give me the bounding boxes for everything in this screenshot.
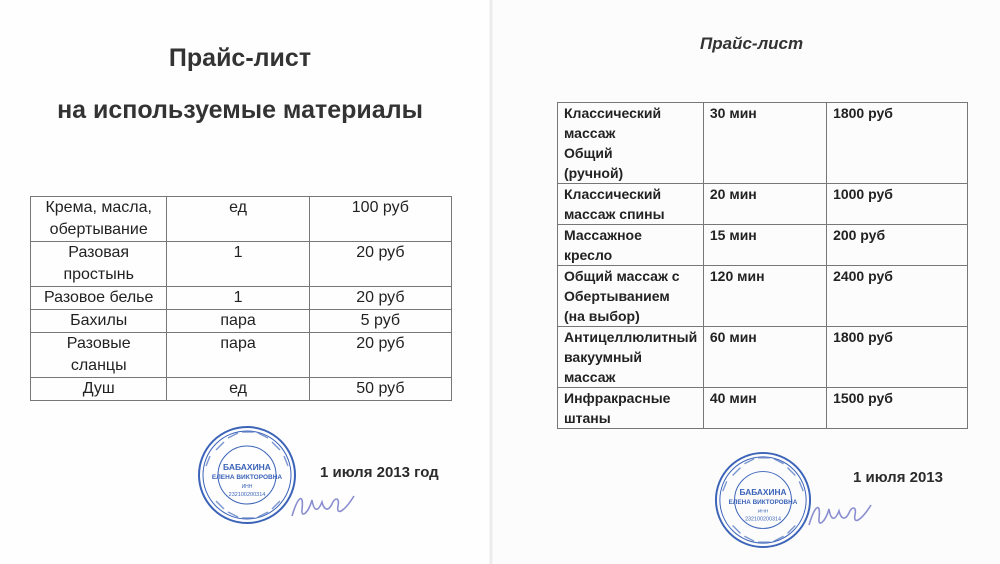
materials-price-table (30, 196, 452, 401)
table-row (31, 242, 452, 287)
cell-line: Душ (82, 380, 115, 397)
cell-line: Массажное (564, 227, 642, 243)
cell-line: Классический (564, 186, 662, 202)
cell-item-name (31, 287, 167, 310)
cell-line: (ручной) (564, 165, 624, 181)
stamp-left-name-2: ЕЛЕНА ВИКТОРОВНА (211, 474, 283, 481)
cell-line: массаж спины (564, 206, 665, 222)
left-subtitle: на используемые материалы (57, 96, 423, 124)
cell-unit: ед (167, 197, 309, 242)
cell-item-name (31, 333, 167, 378)
stamp-right-name-1: БАБАХИНА (739, 487, 787, 498)
cell-duration: 120 мин (703, 266, 826, 327)
stamp-right-inn: 232100200314 (745, 516, 781, 523)
table-row (558, 266, 968, 327)
cell-price: 1800 руб (827, 327, 968, 388)
cell-line: Разовые (66, 335, 131, 352)
cell-service-name (558, 327, 704, 388)
stamp-right-inn-label: ИНН (757, 509, 769, 515)
cell-price: 200 руб (827, 225, 968, 266)
stamp-right-name-2: ЕЛЕНА ВИКТОРОВНА (728, 498, 798, 506)
cell-price: 20 руб (309, 242, 451, 287)
table-row (558, 103, 968, 184)
table-row (558, 184, 968, 225)
cell-service-name (558, 184, 704, 225)
right-date: 1 июля 2013 (853, 469, 943, 486)
cell-line: массаж (564, 125, 616, 141)
cell-price: 1500 руб (827, 388, 968, 429)
cell-line: Разовая (68, 244, 130, 261)
stamp-left-inn: 232100200314 (228, 492, 266, 498)
left-title: Прайс-лист (168, 44, 312, 72)
table-row (558, 327, 968, 388)
cell-line: Разовое белье (44, 289, 154, 306)
cell-item-name (31, 378, 167, 401)
cell-price: 50 руб (309, 378, 451, 401)
cell-service-name (558, 225, 704, 266)
cell-line: вакуумный (564, 349, 642, 365)
right-title: Прайс-лист (700, 34, 804, 53)
stamp-right (713, 450, 813, 550)
cell-price: 1000 руб (827, 184, 968, 225)
stamp-left-name-1: БАБАХИНА (223, 462, 271, 472)
massage-price-table (557, 102, 968, 429)
cell-line: Антицеллюлитный (564, 329, 698, 345)
signature-right (805, 495, 875, 535)
cell-service-name (558, 266, 704, 327)
signature-left (288, 486, 358, 526)
cell-unit: пара (167, 333, 309, 378)
cell-item-name (31, 310, 167, 333)
stamp-left (196, 424, 298, 526)
cell-unit: 1 (167, 242, 309, 287)
table-row (31, 333, 452, 378)
cell-line: Классический (564, 105, 662, 121)
cell-line: кресло (564, 247, 613, 263)
cell-duration: 15 мин (703, 225, 826, 266)
stamp-left-inn-label: ИНН (241, 484, 253, 490)
cell-line: Общий (564, 145, 613, 161)
cell-line: обертывание (49, 221, 148, 238)
cell-item-name (31, 197, 167, 242)
cell-price: 2400 руб (827, 266, 968, 327)
table-row (31, 378, 452, 401)
table-row (558, 225, 968, 266)
table-row (31, 287, 452, 310)
cell-line: простынь (63, 266, 134, 283)
cell-service-name (558, 388, 704, 429)
cell-line: штаны (564, 410, 611, 426)
cell-unit: ед (167, 378, 309, 401)
table-row (31, 310, 452, 333)
cell-price: 5 руб (309, 310, 451, 333)
cell-line: Общий массаж с (564, 268, 680, 284)
cell-price: 20 руб (309, 287, 451, 310)
cell-service-name (558, 103, 704, 184)
cell-unit: 1 (167, 287, 309, 310)
cell-duration: 20 мин (703, 184, 826, 225)
table-row (31, 197, 452, 242)
cell-line: Крема, масла, (45, 199, 152, 216)
cell-line: сланцы (70, 357, 127, 374)
cell-item-name (31, 242, 167, 287)
cell-duration: 30 мин (703, 103, 826, 184)
cell-unit: пара (167, 310, 309, 333)
cell-line: Инфракрасные (564, 390, 671, 406)
cell-line: Бахилы (70, 312, 128, 329)
page-gutter (489, 0, 493, 564)
cell-price: 1800 руб (827, 103, 968, 184)
left-date: 1 июля 2013 год (320, 464, 439, 481)
cell-line: массаж (564, 369, 616, 385)
cell-duration: 60 мин (703, 327, 826, 388)
cell-line: Обертыванием (564, 288, 670, 304)
cell-duration: 40 мин (703, 388, 826, 429)
cell-line: (на выбор) (564, 308, 640, 324)
table-row (558, 388, 968, 429)
cell-price: 100 руб (309, 197, 451, 242)
cell-price: 20 руб (309, 333, 451, 378)
